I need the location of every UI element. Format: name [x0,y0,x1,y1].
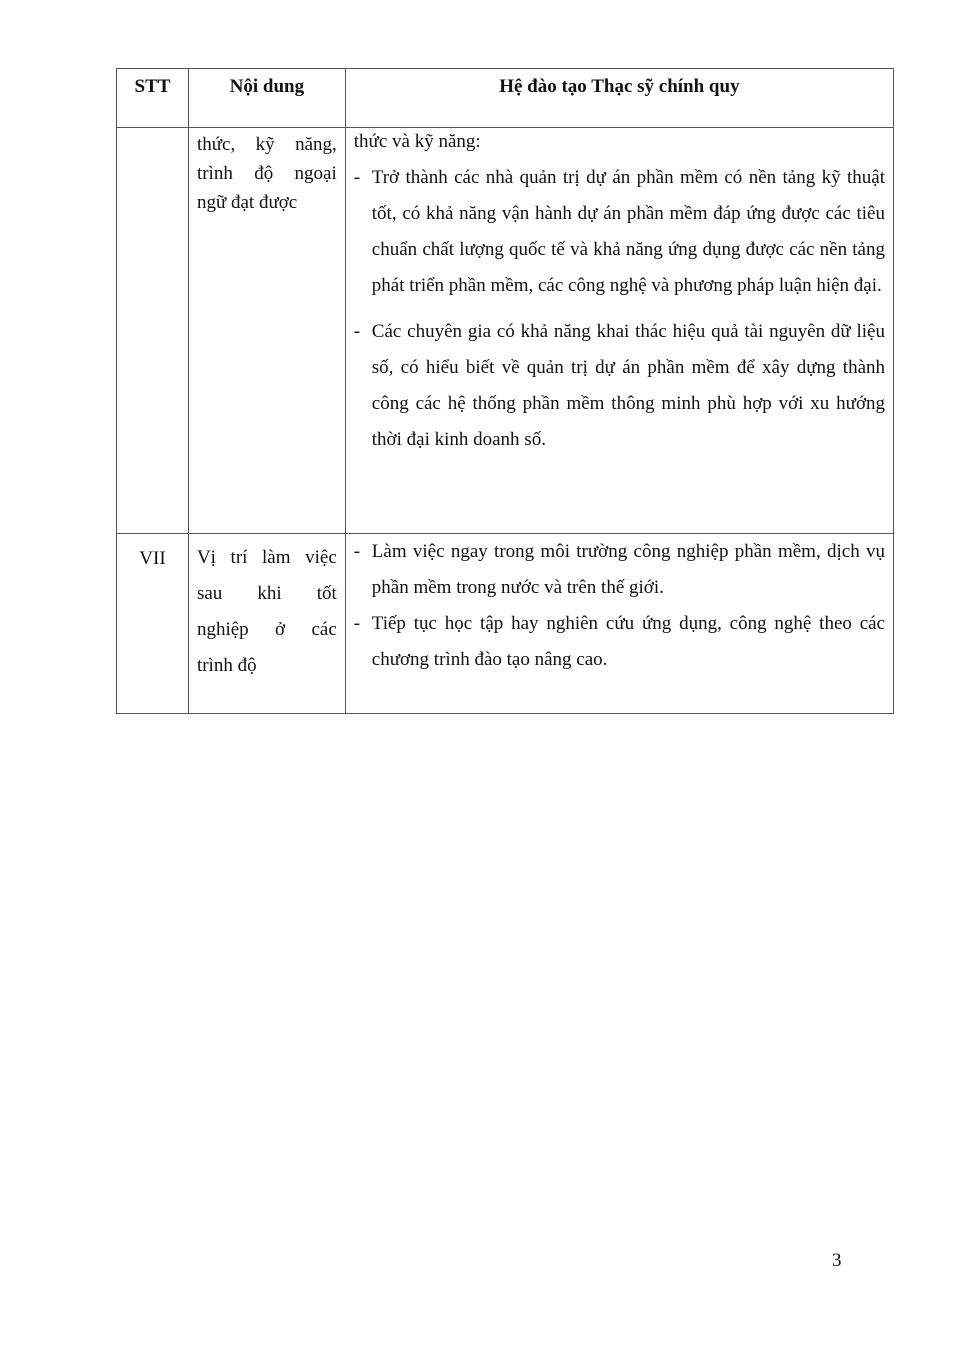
program-table [116,68,894,714]
header-stt: STT [117,69,189,128]
row-stt [117,128,189,534]
noi-dung-line: trình độ ngoại [196,163,337,184]
noi-dung-line: thức, kỹ năng, [196,134,337,155]
bullet-text: Các chuyên gia có khả năng khai thác hiệu quả tài nguyên dữ liệu số, có hiểu biết về quản trị dự án phần mềm để xây dựng thành công các hệ thống phần mềm thông minh phù hợp với xu hướng thời đại kinh doanh số. [371,321,885,450]
row-noi-dung [188,128,345,534]
header-noi-dung: Nội dung [188,69,345,128]
bullet-text: Tiếp tục học tập hay nghiên cứu ứng dụng, công nghệ theo các chương trình đào tạo nâng cao. [371,613,885,670]
bullet-dash: - [353,613,361,634]
noi-dung-line: trình độ [196,655,257,676]
table-row [117,128,894,534]
bullet-item [354,160,885,304]
content-lead: thức và kỹ năng: [353,131,481,152]
bullet-dash: - [353,541,361,562]
noi-dung-line: Vị trí làm việc [196,547,337,568]
bullet-dash: - [353,321,361,342]
noi-dung-line: nghiệp ở các [196,619,337,640]
bullet-dash: - [353,167,361,188]
noi-dung-line: ngữ đạt được [196,192,298,213]
page-number: 3 [832,1250,842,1271]
row-stt: VII [117,534,189,714]
bullet-item [354,534,885,606]
header-he-dao-tao: Hệ đào tạo Thạc sỹ chính quy [345,69,893,128]
bullet-text: Trở thành các nhà quản trị dự án phần mềm có nền tảng kỹ thuật tốt, có khả năng vận hành dự án phần mềm đáp ứng được các tiêu chuẩn chất lượng quốc tế và khả năng ứng dụng được các nền tảng phát triển phần mềm, các công nghệ và phương pháp luận hiện đại. [371,167,885,296]
bullet-item [354,314,885,458]
bullet-text: Làm việc ngay trong môi trường công nghiệp phần mềm, dịch vụ phần mềm trong nước và trên thế giới. [371,541,885,598]
bullet-item [354,606,885,678]
table-header-row [117,69,894,128]
noi-dung-line: sau khi tốt [196,583,337,604]
row-content [345,534,893,714]
table-row [117,534,894,714]
row-content [345,128,893,534]
row-noi-dung [188,534,345,714]
